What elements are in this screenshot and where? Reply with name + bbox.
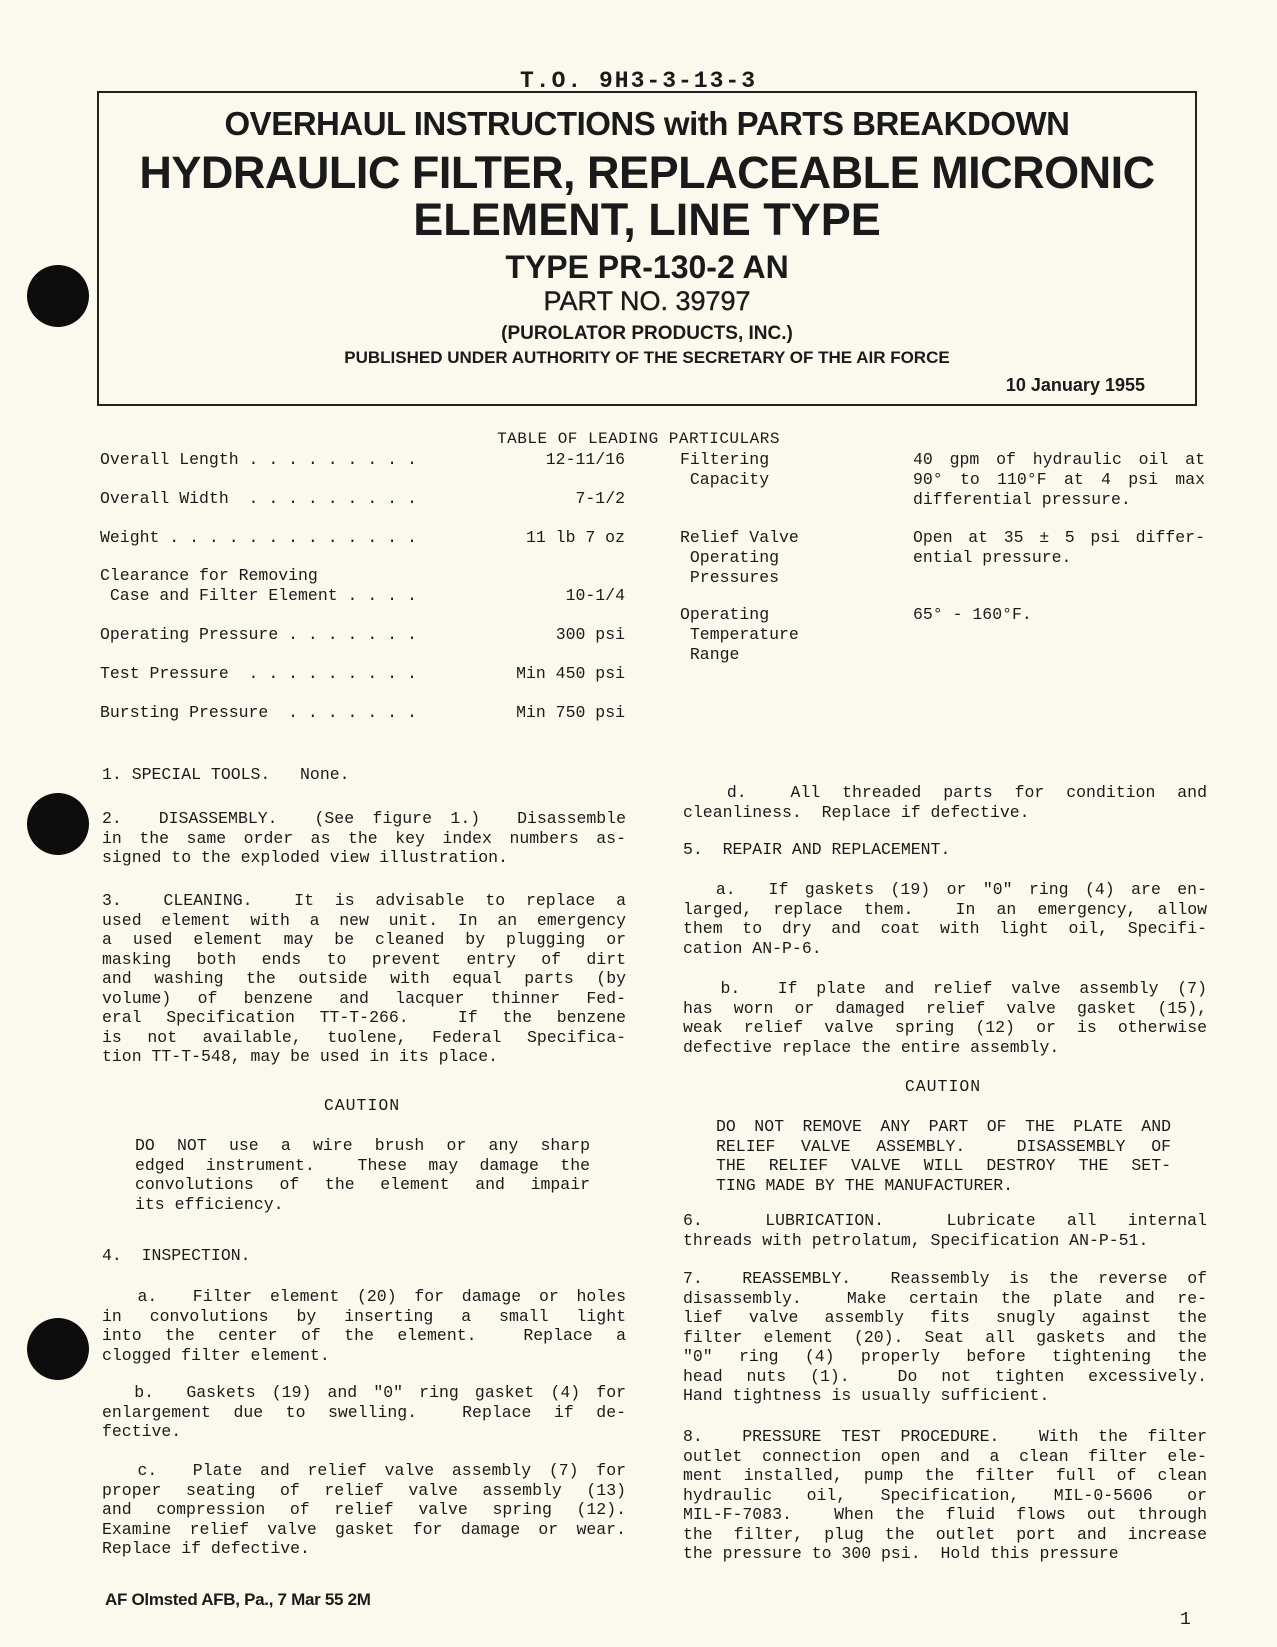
paragraph [102,765,626,785]
text-line: 2. DISASSEMBLY. (See figure 1.) Disassemble [102,809,626,828]
text-line: masking both ends to prevent entry of dirt [102,949,626,969]
paragraph [102,891,626,1067]
param-value: 10-1/4 [565,586,625,605]
text-line: d. All threaded parts for condition and [683,783,1207,802]
text-line: Examine relief valve gasket for damage or wear. [102,1519,626,1539]
text-line: cation AN-P-6. [683,938,822,958]
text-line: b. If plate and relief valve assembly (7) [683,979,1207,998]
text-line: in convolutions by inserting a small light [102,1306,626,1326]
paragraph [683,1211,1207,1250]
text-line: filter element (20). Seat all gaskets and the [683,1327,1207,1347]
text-line: its efficiency. [135,1194,284,1214]
text-line: and washing the outside with equal parts (by [102,969,626,988]
text-line: disassembly. Make certain the plate and re- [683,1288,1207,1308]
text-line: has worn or damaged relief valve gasket (15), [683,998,1207,1018]
text-line: a. Filter element (20) for damage or holes [102,1287,626,1306]
doc-title-line2: ELEMENT, LINE TYPE [413,194,881,245]
type-designation: TYPE PR-130-2 AN [505,249,789,285]
caution-heading: CAUTION [323,1096,401,1115]
caution-heading: CAUTION [904,1077,982,1096]
table-row [100,664,625,684]
text-line: signed to the exploded view illustration. [102,848,508,867]
text-line: defective replace the entire assembly. [683,1037,1060,1057]
technical-order-number: T.O. 9H3-3-13-3 [519,68,758,94]
text-line: threads with petrolatum, Specification AN-P-51. [683,1230,1149,1250]
text-line: eral Specification TT-T-266. If the benzene [102,1008,626,1027]
text-line: used element with a new unit. In an emergency [102,910,626,930]
text-line: enlargement due to swelling. Replace if de- [102,1402,626,1422]
param-value: 300 psi [555,625,625,644]
text-line: 5. REPAIR AND REPLACEMENT. [683,840,951,859]
text-line: fective. [102,1422,182,1441]
table-row [100,625,625,645]
param-label: Clearance for Removing Case and Filter Element . . . . [100,566,417,605]
paragraph [683,979,1207,1057]
publication-date: 10 January 1955 [1005,375,1145,395]
punch-hole [27,1318,89,1380]
punch-hole [27,265,89,327]
table-row [100,450,625,470]
text-line: volume) of benzene and lacquer thinner Fed- [102,988,626,1008]
text-line: the pressure to 300 psi. Hold this pressure [683,1544,1119,1563]
text-line: THE RELIEF VALVE WILL DESTROY THE SET- [716,1156,1171,1175]
paragraph [683,880,1207,958]
paragraph [683,1427,1207,1564]
paragraph [102,809,626,868]
text-line: them to dry and coat with light oil, Specifi- [683,919,1207,938]
paragraph [102,1246,626,1266]
manufacturer: (PUROLATOR PRODUCTS, INC.) [501,323,793,344]
param-label: Filtering Capacity [680,450,770,489]
paragraph [716,1117,1171,1195]
text-line: is not available, tuolene, Federal Specifica- [102,1027,626,1047]
punch-hole [27,793,89,855]
part-number: PART NO. 39797 [543,286,751,316]
table-row [100,703,625,723]
table-row [100,566,625,606]
param-value: Min 450 psi [516,664,625,683]
text-line: 8. PRESSURE TEST PROCEDURE. With the filter [683,1427,1207,1446]
text-line: Hand tightness is usually sufficient. [683,1386,1050,1405]
text-line: weak relief valve spring (12) or is otherwise [683,1018,1207,1037]
text-line: the filter, plug the outlet port and increase [683,1524,1207,1544]
text-line: edged instrument. These may damage the [135,1155,590,1175]
param-label: Test Pressure . . . . . . . . . [100,664,417,683]
param-value: 40 gpm of hydraulic oil at 90° to 110°F at 4 psi max differential pressure. [913,450,1205,509]
title-block [97,91,1197,406]
text-line: DO NOT use a wire brush or any sharp [135,1136,590,1155]
paragraph [135,1136,590,1214]
table-title: TABLE OF LEADING PARTICULARS [497,430,780,448]
text-line: tion TT-T-548, may be used in its place. [102,1047,499,1066]
text-line: DO NOT REMOVE ANY PART OF THE PLATE AND [716,1117,1171,1136]
text-line: outlet connection open and a clean filter ele- [683,1446,1207,1466]
param-value: Open at 35 ± 5 psi differ- ential pressure. [913,528,1205,567]
param-label: Operating Pressure . . . . . . . [100,625,417,644]
param-label: Bursting Pressure . . . . . . . [100,703,417,722]
text-line: MIL-F-7083. When the fluid flows out through [683,1505,1207,1524]
text-line: 3. CLEANING. It is advisable to replace a [102,891,626,910]
param-label: Relief Valve Operating Pressures [680,528,799,587]
text-line: a used element may be cleaned by plugging or [102,930,626,949]
doc-title-line1: HYDRAULIC FILTER, REPLACEABLE MICRONIC [139,147,1155,198]
param-value: Min 750 psi [516,703,625,722]
param-label: Overall Width . . . . . . . . . [100,489,417,508]
text-line: hydraulic oil, Specification, MIL-0-5606 or [683,1485,1207,1505]
paragraph [683,783,1207,822]
text-line: c. Plate and relief valve assembly (7) for [102,1461,626,1480]
paragraph [102,1383,626,1442]
text-line: proper seating of relief valve assembly (13) [102,1480,626,1500]
authority-line: PUBLISHED UNDER AUTHORITY OF THE SECRETARY OF THE AIR FORCE [344,348,950,367]
param-value: 12-11/16 [545,450,625,469]
text-line: in the same order as the key index numbers as- [102,828,626,848]
paragraph [102,1287,626,1365]
text-line: convolutions of the element and impair [135,1175,590,1194]
paragraph [683,1269,1207,1406]
text-line: and compression of relief valve spring (12). [102,1500,626,1519]
page-number: 1 [1180,1610,1191,1630]
table-row [100,489,625,509]
param-label: Weight . . . . . . . . . . . . . [100,528,417,547]
text-line: larged, replace them. In an emergency, allow [683,899,1207,919]
text-line: ment installed, pump the filter full of clean [683,1466,1207,1485]
text-line: cleanliness. Replace if defective. [683,802,1030,822]
text-line: 4. INSPECTION. [102,1246,251,1265]
text-line: a. If gaskets (19) or "0" ring (4) are en- [683,880,1207,899]
text-line: lief valve assembly fits snugly against the [683,1308,1207,1327]
text-line: 7. REASSEMBLY. Reassembly is the reverse of [683,1269,1207,1288]
text-line: 6. LUBRICATION. Lubricate all internal [683,1211,1207,1230]
paragraph [102,1461,626,1559]
param-label: Operating Temperature Range [680,605,799,664]
text-line: Replace if defective. [102,1539,310,1558]
text-line: b. Gaskets (19) and "0" ring gasket (4) for [102,1383,626,1402]
param-label: Overall Length . . . . . . . . . [100,450,417,469]
text-line: "0" ring (4) properly before tightening the [683,1347,1207,1366]
param-value: 11 lb 7 oz [525,528,625,547]
table-row [100,528,625,548]
doc-subtitle: OVERHAUL INSTRUCTIONS with PARTS BREAKDOWN [224,105,1070,142]
param-value: 65° - 160°F. [913,605,1032,624]
text-line: RELIEF VALVE ASSEMBLY. DISASSEMBLY OF [716,1136,1171,1156]
text-line: 1. SPECIAL TOOLS. None. [102,765,350,784]
paragraph [683,840,1207,860]
param-value: 7-1/2 [575,489,625,508]
text-line: head nuts (1). Do not tighten excessively. [683,1366,1207,1386]
printer-imprint: AF Olmsted AFB, Pa., 7 Mar 55 2M [105,1590,371,1609]
text-line: into the center of the element. Replace a [102,1326,626,1345]
text-line: clogged filter element. [102,1345,330,1365]
text-line: TING MADE BY THE MANUFACTURER. [716,1175,1014,1195]
